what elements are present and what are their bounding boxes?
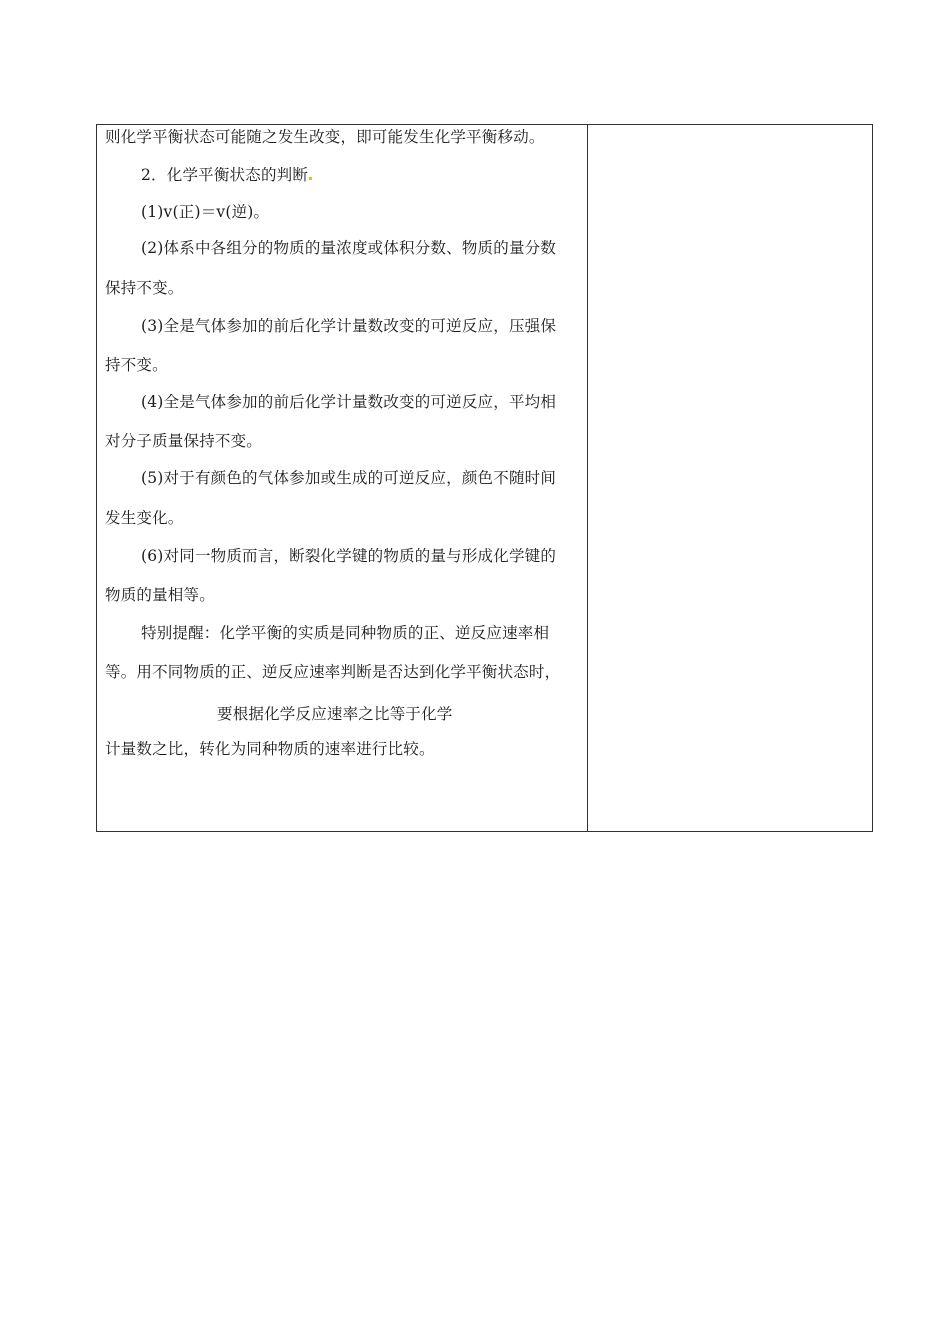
paragraph-line: 物质的量相等。 (105, 586, 215, 604)
empty-cell (588, 125, 872, 831)
paragraph-line: (4)全是气体参加的前后化学计量数改变的可逆反应，平均相 (141, 393, 557, 411)
paragraph-line: 特别提醒：化学平衡的实质是同种物质的正、逆反应速率相 (141, 624, 550, 642)
content-table (96, 124, 873, 832)
paragraph-line: (3)全是气体参加的前后化学计量数改变的可逆反应，压强保 (141, 317, 557, 335)
paragraph-line: (2)体系中各组分的物质的量浓度或体积分数、物质的量分数 (141, 239, 557, 257)
paragraph-line: 发生变化。 (105, 509, 184, 527)
paragraph-line: (1)v(正)＝v(逆)。 (141, 203, 270, 221)
paragraph-line: 对分子质量保持不变。 (105, 432, 263, 450)
mark-dot (309, 177, 312, 180)
text-cell (97, 125, 588, 831)
paragraph-line: (6)对同一物质而言，断裂化学键的物质的量与形成化学键的 (141, 547, 557, 565)
paragraph-line: 等。用不同物质的正、逆反应速率判断是否达到化学平衡状态时， (105, 663, 561, 681)
paragraph-line: (5)对于有颜色的气体参加或生成的可逆反应，颜色不随时间 (141, 469, 557, 487)
paragraph-line: 持不变。 (105, 356, 168, 374)
paragraph-line: 要根据化学反应速率之比等于化学 (217, 705, 453, 723)
paragraph-line: 保持不变。 (105, 279, 184, 297)
paragraph-line: 计量数之比，转化为同种物质的速率进行比较。 (105, 740, 435, 758)
paragraph-line: 则化学平衡状态可能随之发生改变，即可能发生化学平衡移动。 (105, 128, 545, 146)
section-heading: 2．化学平衡状态的判断 (141, 165, 312, 185)
